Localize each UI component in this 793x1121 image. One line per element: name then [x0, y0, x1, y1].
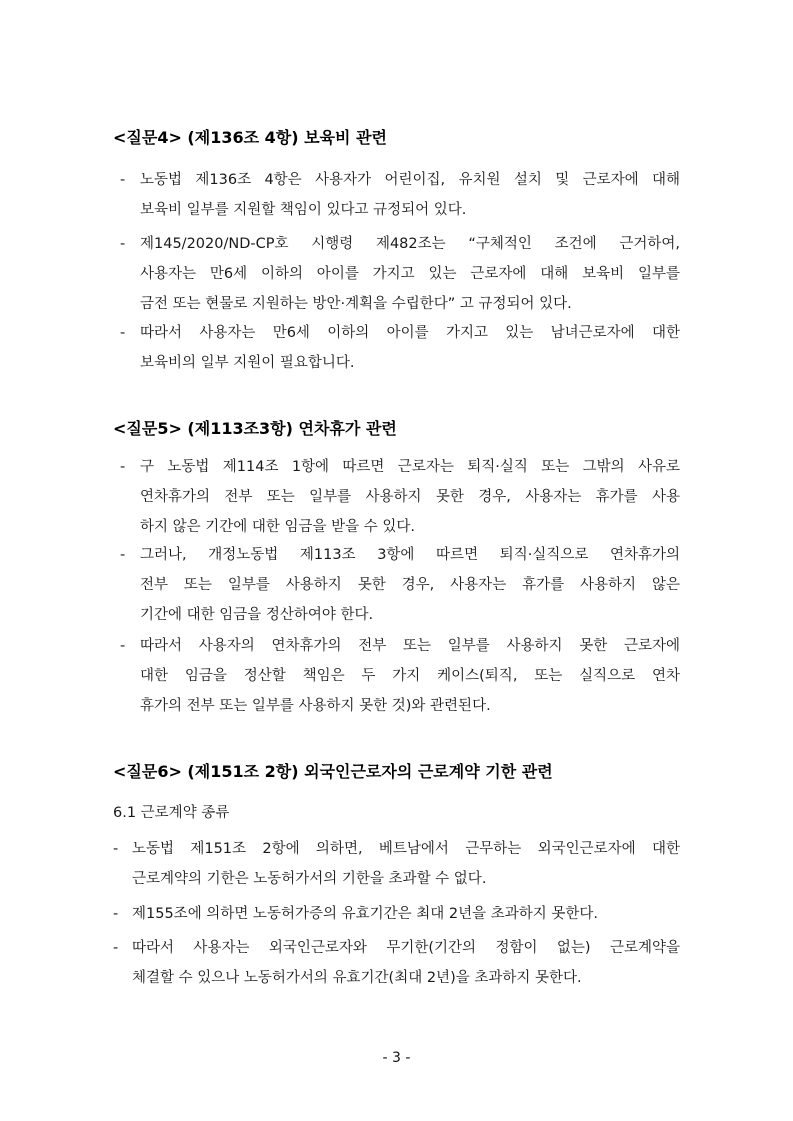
list-item: [120, 229, 680, 319]
text-line: 보육비의 일부 지원이 필요합니다.: [140, 355, 355, 371]
list-item: [113, 899, 680, 929]
list-item: [113, 834, 680, 894]
subsection-heading: 6.1 근로계약 종류: [113, 805, 230, 821]
list-item: [120, 452, 680, 542]
list-marker: -: [113, 940, 119, 956]
text-line: 대한 임금을 정산할 책임은 두 가지 케이스(퇴직, 또는 실직으로 연차: [140, 668, 680, 684]
text-line: 따라서 사용자의 연차휴가의 전부 또는 일부를 사용하지 못한 근로자에: [140, 638, 680, 654]
list-item: [113, 933, 680, 993]
text-line: 휴가의 전부 또는 일부를 사용하지 못한 것)와 관련된다.: [140, 698, 491, 714]
text-line: 노동법 제136조 4항은 사용자가 어린이집, 유치원 설치 및 근로자에 대해: [140, 172, 680, 188]
list-marker: -: [113, 906, 119, 922]
section-heading-q6: <질문6> (제151조 2항) 외국인근로자의 근로계약 기한 관련: [113, 762, 553, 781]
list-marker: -: [120, 325, 126, 341]
text-line: 노동법 제151조 2항에 의하면, 베트남에서 근무하는 외국인근로자에 대한: [132, 841, 680, 857]
list-item: [120, 631, 680, 721]
text-line: 따라서 사용자는 외국인근로자와 무기한(기간의 정함이 없는) 근로계약을: [132, 940, 680, 956]
text-line: 근로계약의 기한은 노동허가서의 기한을 초과할 수 없다.: [132, 871, 487, 887]
list-marker: -: [120, 459, 126, 475]
text-line: 사용자는 만6세 이하의 아이를 가지고 있는 근로자에 대해 보육비 일부를: [140, 266, 680, 282]
section-heading-q4: <질문4> (제136조 4항) 보육비 관련: [113, 128, 387, 147]
list-marker: -: [120, 547, 126, 563]
list-marker: -: [120, 638, 126, 654]
text-line: 구 노동법 제114조 1항에 따르면 근로자는 퇴직·실직 또는 그밖의 사유로: [140, 459, 680, 475]
text-line: 기간에 대한 임금을 정산하여야 한다.: [140, 607, 374, 623]
text-line: 그러나, 개정노동법 제113조 3항에 따르면 퇴직·실직으로 연차휴가의: [140, 547, 680, 563]
text-line: 제145/2020/ND-CP호 시행령 제482조는 “구체적인 조건에 근거하여,: [140, 236, 680, 252]
list-item: [120, 318, 680, 378]
page-number: - 3 -: [382, 1050, 411, 1066]
list-marker: -: [120, 236, 126, 252]
list-marker: -: [120, 172, 126, 188]
text-line: 하지 않은 기간에 대한 임금을 받을 수 있다.: [140, 519, 415, 535]
text-line: 전부 또는 일부를 사용하지 못한 경우, 사용자는 휴가를 사용하지 않은: [140, 577, 680, 593]
text-line: 제155조에 의하면 노동허가증의 유효기간은 최대 2년을 초과하지 못한다.: [132, 906, 598, 922]
text-line: 체결할 수 있으나 노동허가서의 유효기간(최대 2년)을 초과하지 못한다.: [132, 970, 582, 986]
section-heading-q5: <질문5> (제113조3항) 연차휴가 관련: [113, 419, 397, 438]
list-item: [120, 540, 680, 630]
text-line: 보육비 일부를 지원할 책임이 있다고 규정되어 있다.: [140, 202, 467, 218]
text-line: 금전 또는 현물로 지원하는 방안·계획을 수립한다” 고 규정되어 있다.: [140, 296, 572, 312]
list-marker: -: [113, 841, 119, 857]
text-line: 연차휴가의 전부 또는 일부를 사용하지 못한 경우, 사용자는 휴가를 사용: [140, 489, 680, 505]
text-line: 따라서 사용자는 만6세 이하의 아이를 가지고 있는 남녀근로자에 대한: [140, 325, 680, 341]
list-item: [120, 165, 680, 225]
